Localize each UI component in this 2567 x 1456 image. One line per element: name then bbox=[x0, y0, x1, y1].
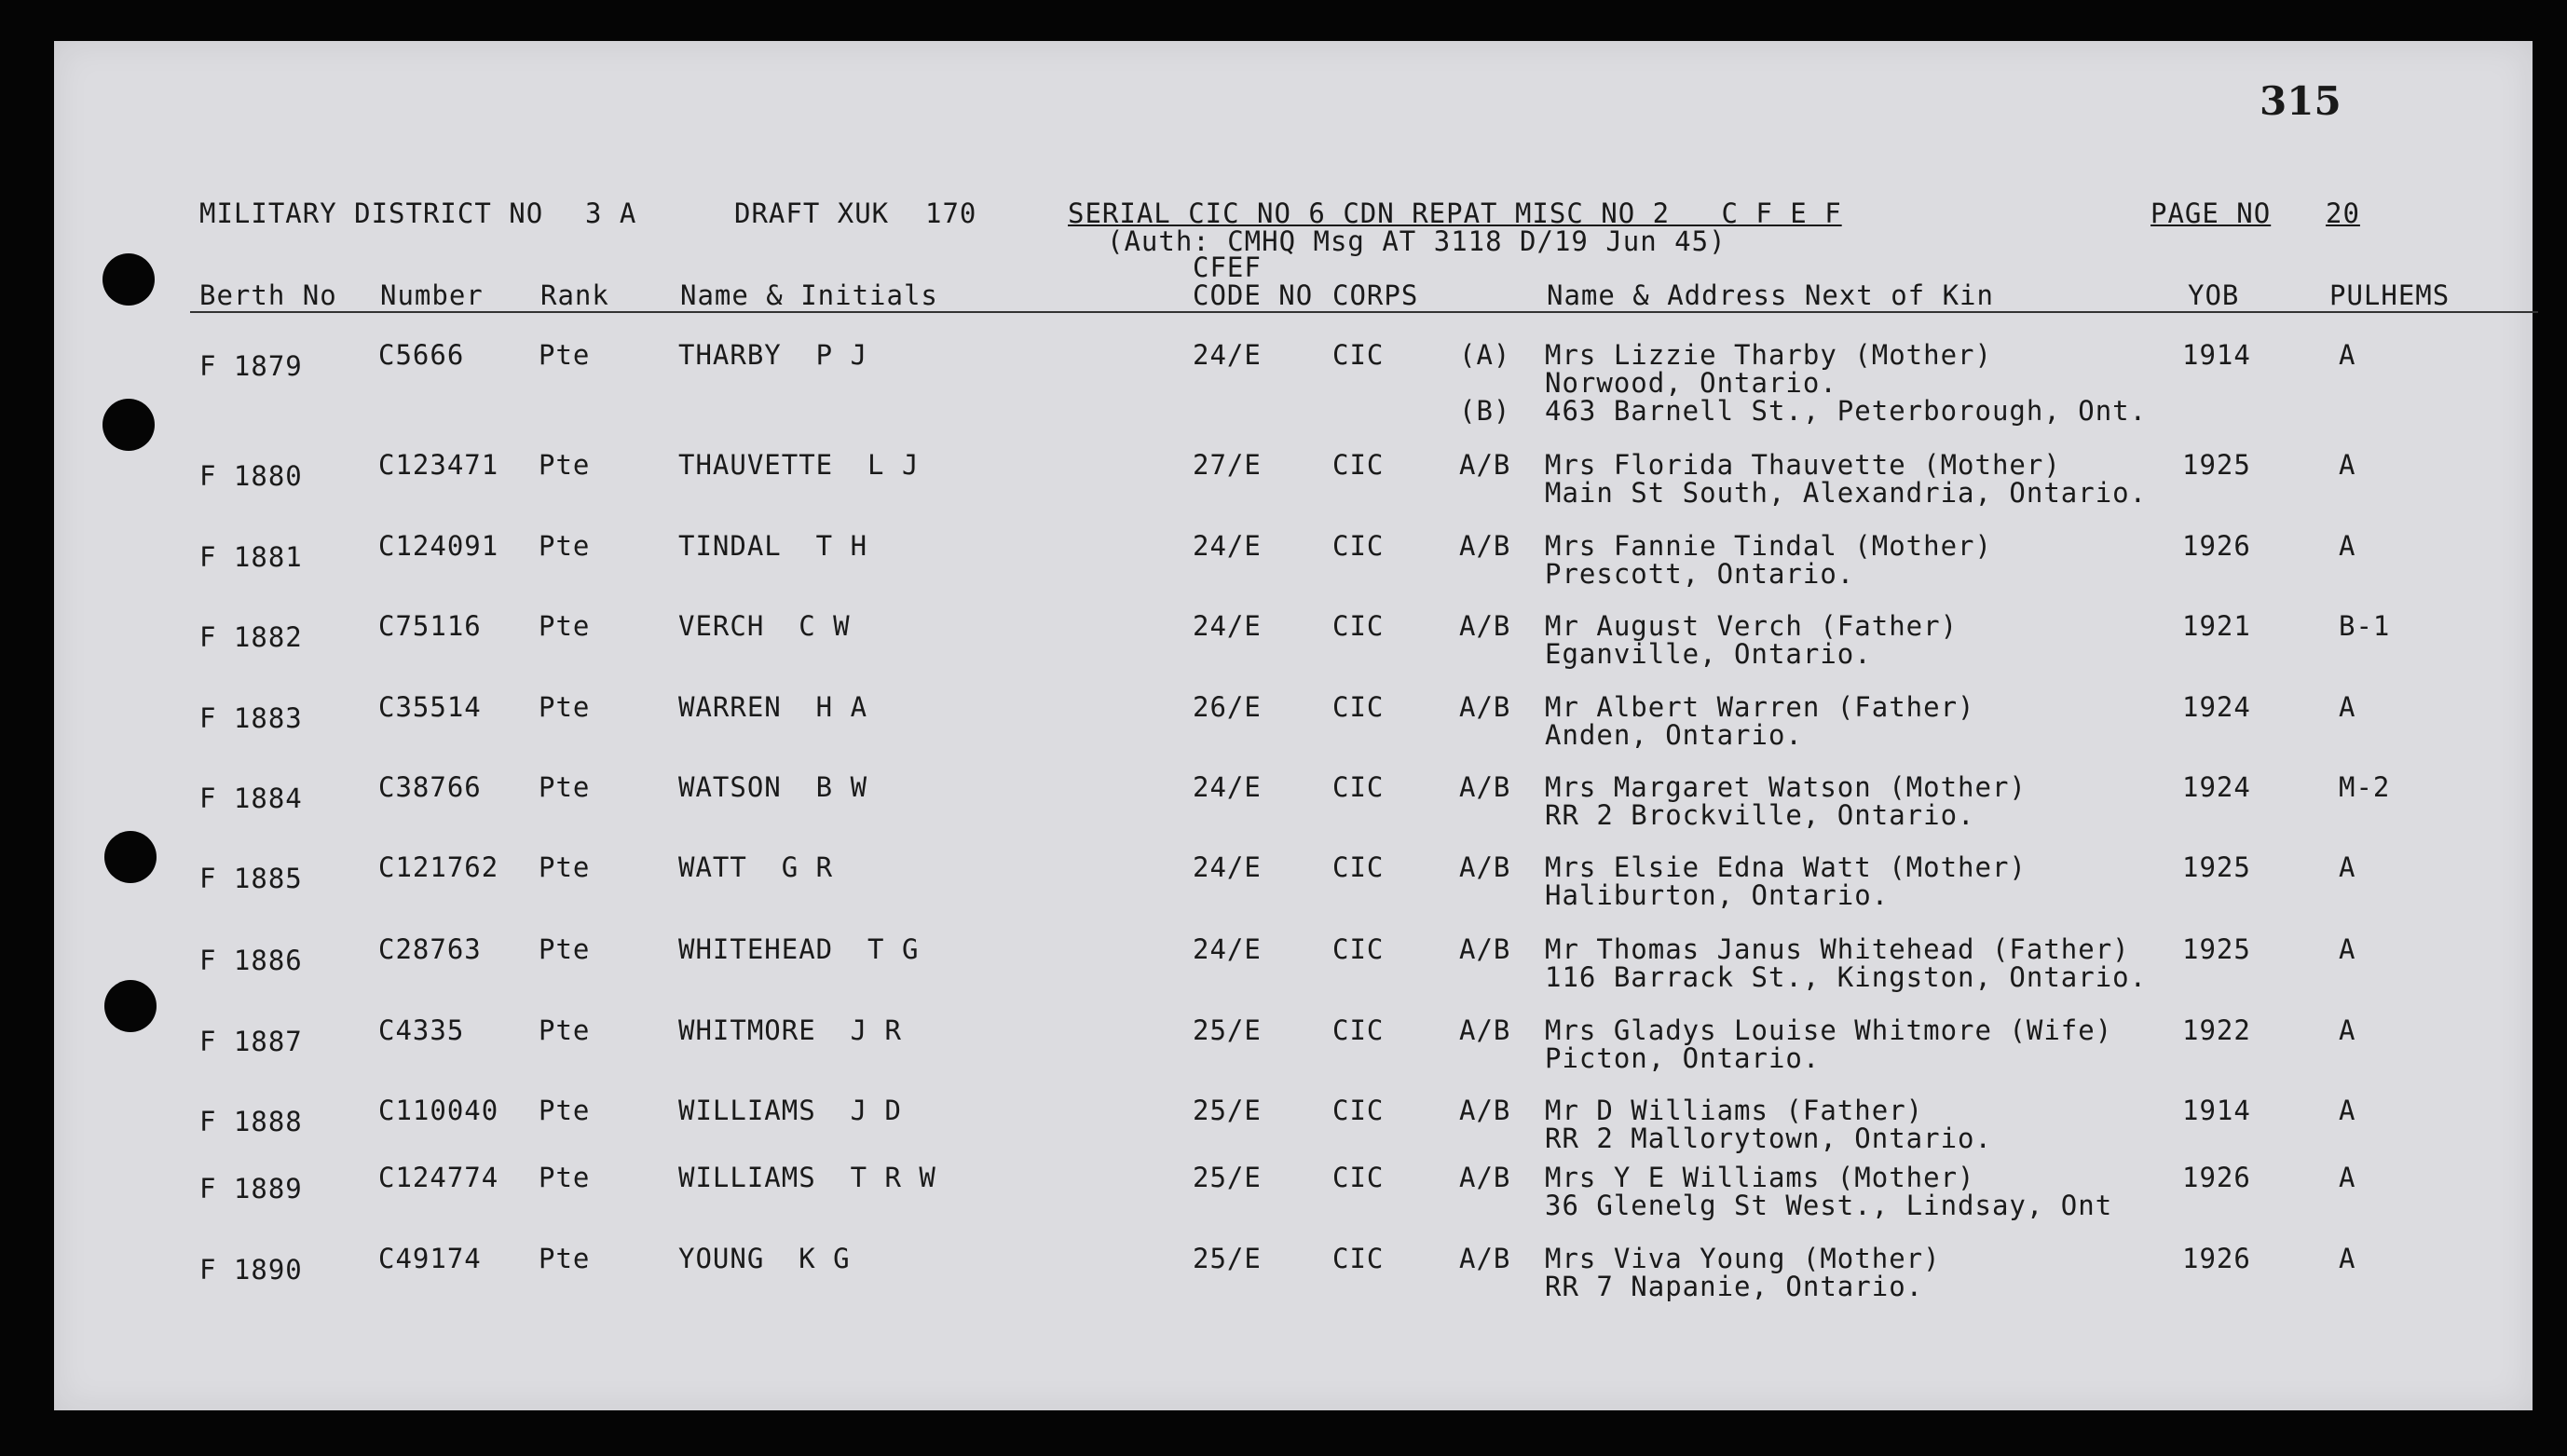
rank: Pte bbox=[539, 933, 591, 965]
column-name: Name & Initials bbox=[680, 279, 938, 311]
service-number: C110040 bbox=[378, 1095, 499, 1126]
corps: CIC bbox=[1332, 1243, 1385, 1274]
berth-number: F 1890 bbox=[199, 1254, 303, 1286]
category: A/B bbox=[1459, 1243, 1511, 1274]
pulhems: A bbox=[2339, 530, 2356, 562]
year-of-birth: 1914 bbox=[2182, 339, 2251, 371]
column-cfef: CFEF bbox=[1193, 252, 1262, 283]
table-row bbox=[54, 1162, 2533, 1242]
corps: CIC bbox=[1332, 851, 1385, 883]
category: A/B bbox=[1459, 1014, 1511, 1046]
next-of-kin-name: Mr D Williams (Father) bbox=[1545, 1095, 1924, 1126]
soldier-name: THARBY P J bbox=[678, 339, 868, 371]
rank: Pte bbox=[539, 449, 591, 481]
corps: CIC bbox=[1332, 530, 1385, 562]
soldier-name: TINDAL T H bbox=[678, 530, 868, 562]
table-row bbox=[54, 1243, 2533, 1323]
cfef-code: 24/E bbox=[1193, 610, 1262, 642]
year-of-birth: 1914 bbox=[2182, 1095, 2251, 1126]
next-of-kin-name: Mrs Margaret Watson (Mother) bbox=[1545, 771, 2027, 803]
pulhems: A bbox=[2339, 449, 2356, 481]
table-row bbox=[54, 771, 2533, 851]
next-of-kin-address: Main St South, Alexandria, Ontario. bbox=[1545, 477, 2148, 509]
next-of-kin-address: 36 Glenelg St West., Lindsay, Ont bbox=[1545, 1190, 2113, 1221]
year-of-birth: 1925 bbox=[2182, 449, 2251, 481]
cfef-code: 24/E bbox=[1193, 933, 1262, 965]
pulhems: A bbox=[2339, 1243, 2356, 1274]
rank: Pte bbox=[539, 610, 591, 642]
column-code: CODE NO bbox=[1193, 279, 1314, 311]
service-number: C49174 bbox=[378, 1243, 482, 1274]
next-of-kin-address: Norwood, Ontario. bbox=[1545, 367, 1837, 399]
table-row bbox=[54, 1014, 2533, 1095]
next-of-kin-address: Anden, Ontario. bbox=[1545, 719, 1803, 751]
corps: CIC bbox=[1332, 339, 1385, 371]
next-of-kin-name: Mr Thomas Janus Whitehead (Father) bbox=[1545, 933, 2130, 965]
table-row bbox=[54, 530, 2533, 610]
punch-hole bbox=[102, 399, 155, 451]
draft-label: DRAFT XUK bbox=[734, 197, 890, 229]
rank: Pte bbox=[539, 691, 591, 723]
pulhems: M-2 bbox=[2339, 771, 2391, 803]
punch-hole bbox=[104, 980, 157, 1032]
service-number: C38766 bbox=[378, 771, 482, 803]
punch-hole bbox=[104, 831, 157, 883]
rank: Pte bbox=[539, 1162, 591, 1193]
next-of-kin-address: Picton, Ontario. bbox=[1545, 1042, 1821, 1074]
cfef-code: 25/E bbox=[1193, 1162, 1262, 1193]
punch-hole bbox=[102, 253, 155, 306]
district-label: MILITARY DISTRICT NO bbox=[199, 197, 544, 229]
soldier-name: WATSON B W bbox=[678, 771, 868, 803]
page-label: PAGE NO bbox=[2151, 197, 2272, 229]
service-number: C4335 bbox=[378, 1014, 465, 1046]
berth-number: F 1883 bbox=[199, 702, 303, 734]
pulhems: A bbox=[2339, 339, 2356, 371]
berth-number: F 1888 bbox=[199, 1106, 303, 1137]
category: A/B bbox=[1459, 530, 1511, 562]
cfef-code: 27/E bbox=[1193, 449, 1262, 481]
rank: Pte bbox=[539, 1095, 591, 1126]
next-of-kin-name: Mr Albert Warren (Father) bbox=[1545, 691, 1975, 723]
service-number: C5666 bbox=[378, 339, 465, 371]
table-row bbox=[54, 933, 2533, 1014]
category: (A) bbox=[1459, 339, 1511, 371]
rank: Pte bbox=[539, 851, 591, 883]
service-number: C75116 bbox=[378, 610, 482, 642]
soldier-name: WHITMORE J R bbox=[678, 1014, 902, 1046]
next-of-kin-name: Mrs Fannie Tindal (Mother) bbox=[1545, 530, 1992, 562]
berth-number: F 1880 bbox=[199, 460, 303, 492]
column-rank: Rank bbox=[540, 279, 609, 311]
year-of-birth: 1922 bbox=[2182, 1014, 2251, 1046]
next-of-kin-name: Mrs Lizzie Tharby (Mother) bbox=[1545, 339, 1992, 371]
service-number: C121762 bbox=[378, 851, 499, 883]
year-of-birth: 1924 bbox=[2182, 771, 2251, 803]
rank: Pte bbox=[539, 530, 591, 562]
year-of-birth: 1925 bbox=[2182, 851, 2251, 883]
soldier-name: THAUVETTE L J bbox=[678, 449, 920, 481]
next-of-kin-address: RR 2 Mallorytown, Ontario. bbox=[1545, 1123, 1992, 1154]
service-number: C28763 bbox=[378, 933, 482, 965]
berth-number: F 1884 bbox=[199, 782, 303, 814]
rank: Pte bbox=[539, 1014, 591, 1046]
column-corps: CORPS bbox=[1332, 279, 1419, 311]
category: A/B bbox=[1459, 771, 1511, 803]
soldier-name: WILLIAMS T R W bbox=[678, 1162, 936, 1193]
corps: CIC bbox=[1332, 449, 1385, 481]
berth-number: F 1887 bbox=[199, 1026, 303, 1057]
next-of-kin-name: Mrs Elsie Edna Watt (Mother) bbox=[1545, 851, 2027, 883]
next-of-kin-address: Prescott, Ontario. bbox=[1545, 558, 1855, 590]
year-of-birth: 1926 bbox=[2182, 1162, 2251, 1193]
pulhems: A bbox=[2339, 1162, 2356, 1193]
category: A/B bbox=[1459, 610, 1511, 642]
cfef-code: 24/E bbox=[1193, 339, 1262, 371]
next-of-kin-address: RR 7 Napanie, Ontario. bbox=[1545, 1271, 1924, 1302]
soldier-name: YOUNG K G bbox=[678, 1243, 851, 1274]
column-yob: YOB bbox=[2188, 279, 2240, 311]
pulhems: A bbox=[2339, 851, 2356, 883]
category: A/B bbox=[1459, 933, 1511, 965]
serial-line: SERIAL CIC NO 6 CDN REPAT MISC NO 2 C F E F bbox=[1068, 197, 1842, 229]
page-value: 20 bbox=[2326, 197, 2360, 229]
corps: CIC bbox=[1332, 1014, 1385, 1046]
service-number: C123471 bbox=[378, 449, 499, 481]
next-of-kin-name: Mr August Verch (Father) bbox=[1545, 610, 1959, 642]
pulhems: B-1 bbox=[2339, 610, 2391, 642]
next-of-kin-name: Mrs Gladys Louise Whitmore (Wife) bbox=[1545, 1014, 2113, 1046]
cfef-code: 24/E bbox=[1193, 771, 1262, 803]
year-of-birth: 1921 bbox=[2182, 610, 2251, 642]
column-pulhems: PULHEMS bbox=[2329, 279, 2451, 311]
year-of-birth: 1926 bbox=[2182, 530, 2251, 562]
next-of-kin-address-alt: 463 Barnell St., Peterborough, Ont. bbox=[1545, 395, 2148, 427]
category: A/B bbox=[1459, 691, 1511, 723]
soldier-name: WHITEHEAD T G bbox=[678, 933, 920, 965]
cfef-code: 25/E bbox=[1193, 1014, 1262, 1046]
next-of-kin-address: 116 Barrack St., Kingston, Ontario. bbox=[1545, 961, 2148, 993]
column-berth: Berth No bbox=[199, 279, 337, 311]
district-value: 3 A bbox=[585, 197, 637, 229]
document-page bbox=[54, 41, 2533, 1410]
soldier-name: WILLIAMS J D bbox=[678, 1095, 902, 1126]
pulhems: A bbox=[2339, 1014, 2356, 1046]
year-of-birth: 1926 bbox=[2182, 1243, 2251, 1274]
next-of-kin-address: Haliburton, Ontario. bbox=[1545, 879, 1890, 911]
next-of-kin-name: Mrs Y E Williams (Mother) bbox=[1545, 1162, 1975, 1193]
rank: Pte bbox=[539, 1243, 591, 1274]
cfef-code: 25/E bbox=[1193, 1243, 1262, 1274]
soldier-name: WATT G R bbox=[678, 851, 834, 883]
category-alt: (B) bbox=[1459, 395, 1511, 427]
service-number: C124091 bbox=[378, 530, 499, 562]
corps: CIC bbox=[1332, 691, 1385, 723]
corps: CIC bbox=[1332, 771, 1385, 803]
berth-number: F 1879 bbox=[199, 350, 303, 382]
next-of-kin-name: Mrs Florida Thauvette (Mother) bbox=[1545, 449, 2061, 481]
next-of-kin-name: Mrs Viva Young (Mother) bbox=[1545, 1243, 1941, 1274]
rank: Pte bbox=[539, 771, 591, 803]
berth-number: F 1886 bbox=[199, 945, 303, 976]
rank: Pte bbox=[539, 339, 591, 371]
service-number: C124774 bbox=[378, 1162, 499, 1193]
service-number: C35514 bbox=[378, 691, 482, 723]
pulhems: A bbox=[2339, 1095, 2356, 1126]
next-of-kin-address: RR 2 Brockville, Ontario. bbox=[1545, 799, 1975, 831]
soldier-name: VERCH C W bbox=[678, 610, 851, 642]
column-next-of-kin: Name & Address Next of Kin bbox=[1547, 279, 1994, 311]
table-row bbox=[54, 610, 2533, 690]
cfef-code: 24/E bbox=[1193, 530, 1262, 562]
pulhems: A bbox=[2339, 691, 2356, 723]
corps: CIC bbox=[1332, 933, 1385, 965]
table-row bbox=[54, 339, 2533, 427]
next-of-kin-address: Eganville, Ontario. bbox=[1545, 638, 1872, 670]
table-row bbox=[54, 691, 2533, 771]
cfef-code: 24/E bbox=[1193, 851, 1262, 883]
soldier-name: WARREN H A bbox=[678, 691, 868, 723]
berth-number: F 1889 bbox=[199, 1173, 303, 1204]
category: A/B bbox=[1459, 1095, 1511, 1126]
page-number: 315 bbox=[2260, 78, 2342, 124]
authority-line: (Auth: CMHQ Msg AT 3118 D/19 Jun 45) bbox=[1107, 225, 1727, 257]
category: A/B bbox=[1459, 851, 1511, 883]
header-rule bbox=[190, 311, 2538, 313]
berth-number: F 1885 bbox=[199, 863, 303, 894]
table-row bbox=[54, 851, 2533, 932]
corps: CIC bbox=[1332, 610, 1385, 642]
pulhems: A bbox=[2339, 933, 2356, 965]
category: A/B bbox=[1459, 449, 1511, 481]
year-of-birth: 1924 bbox=[2182, 691, 2251, 723]
column-number: Number bbox=[380, 279, 484, 311]
table-row bbox=[54, 449, 2533, 529]
draft-value: 170 bbox=[925, 197, 977, 229]
berth-number: F 1882 bbox=[199, 621, 303, 653]
cfef-code: 25/E bbox=[1193, 1095, 1262, 1126]
berth-number: F 1881 bbox=[199, 541, 303, 573]
corps: CIC bbox=[1332, 1162, 1385, 1193]
corps: CIC bbox=[1332, 1095, 1385, 1126]
category: A/B bbox=[1459, 1162, 1511, 1193]
year-of-birth: 1925 bbox=[2182, 933, 2251, 965]
cfef-code: 26/E bbox=[1193, 691, 1262, 723]
